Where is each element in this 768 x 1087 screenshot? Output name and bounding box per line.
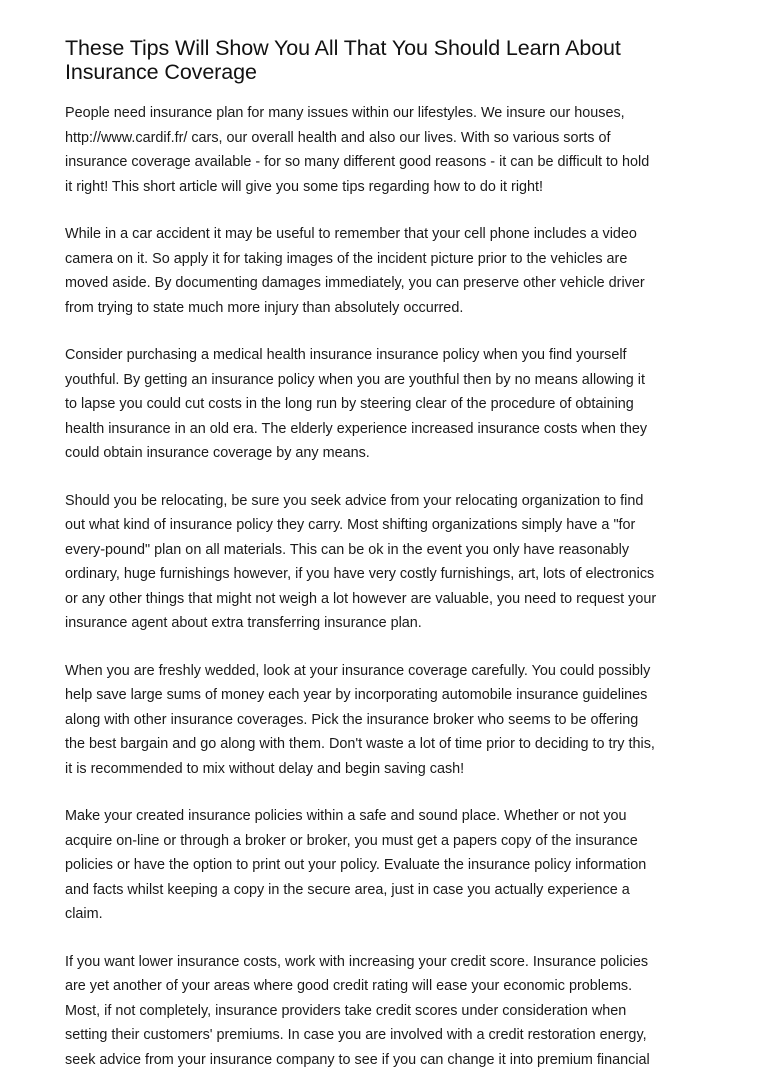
document-title-line: Insurance Coverage bbox=[65, 60, 257, 84]
text-line: If you want lower insurance costs, work with increasing your credit score. Insurance policies bbox=[65, 953, 649, 970]
text-line: Should you be relocating, be sure you seek advice from your relocating organization to find bbox=[65, 492, 644, 509]
text-line: Make your created insurance policies within a safe and sound place. Whether or not you bbox=[65, 808, 627, 824]
text-line: People need insurance plan for many issues within our lifestyles. We insure our houses, bbox=[65, 105, 625, 121]
document-title bbox=[65, 36, 708, 84]
text-line: Most, if not completely, insurance providers take credit scores under consideration when bbox=[65, 1002, 627, 1019]
paragraph-3 bbox=[65, 343, 708, 466]
text-line: the best bargain and go along with them. Don't waste a lot of time prior to deciding to try this, bbox=[65, 736, 655, 752]
text-line: ordinary, huge furnishings however, if you have very costly furnishings, art, lots of electronics bbox=[65, 566, 655, 582]
text-line: claim. bbox=[65, 906, 103, 922]
text-line: moved aside. By documenting damages immediately, you can preserve other vehicle driver bbox=[65, 275, 645, 291]
text-line: along with other insurance coverages. Pick the insurance broker who seems to be offering bbox=[65, 711, 639, 728]
text-line: policies or have the option to print out your policy. Evaluate the insurance policy information bbox=[65, 857, 647, 873]
text-line: to lapse you could cut costs in the long run by steering clear of the procedure of obtaining bbox=[65, 396, 634, 412]
paragraph-1 bbox=[65, 101, 708, 199]
text-line: and facts whilst keeping a copy in the secure area, just in case you actually experience a bbox=[65, 881, 630, 898]
text-line: from trying to state much more injury than absolutely occurred. bbox=[65, 299, 464, 316]
text-line: it right! This short article will give you some tips regarding how to do it right! bbox=[65, 178, 544, 195]
paragraph-4 bbox=[65, 489, 708, 636]
text-line: help save large sums of money each year by incorporating automobile insurance guidelines bbox=[65, 687, 648, 703]
document-title-line: These Tips Will Show You All That You Should Learn About bbox=[65, 36, 621, 60]
text-line: youthful. By getting an insurance policy when you are youthful then by no means allowing it bbox=[65, 371, 645, 388]
text-line: setting their customers' premiums. In case you are involved with a credit restoration energy, bbox=[65, 1027, 647, 1043]
text-line: or any other things that might not weigh a lot however are valuable, you need to request your bbox=[65, 590, 657, 607]
text-line: insurance coverage available - for so many different good reasons - it can be difficult to hold bbox=[65, 154, 650, 170]
text-line: http://www.cardif.fr/ cars, our overall health and also our lives. With so various sorts of bbox=[65, 129, 611, 146]
text-line: every-pound" plan on all materials. This can be ok in the event you only have reasonably bbox=[65, 541, 630, 558]
text-line: out what kind of insurance policy they carry. Most shifting organizations simply have a "for bbox=[65, 517, 636, 533]
paragraph-2 bbox=[65, 222, 708, 320]
text-line: While in a car accident it may be useful to remember that your cell phone includes a video bbox=[65, 226, 637, 242]
text-line: health insurance in an old era. The elderly experience increased insurance costs when they bbox=[65, 420, 648, 437]
paragraph-7 bbox=[65, 950, 708, 1073]
text-line: it is recommended to mix without delay and begin saving cash! bbox=[65, 760, 465, 777]
text-line: seek advice from your insurance company to see if you can change it into premium financial bbox=[65, 1051, 650, 1068]
text-line: are yet another of your areas where good credit rating will ease your economic problems. bbox=[65, 978, 633, 994]
paragraph-5 bbox=[65, 659, 708, 782]
text-line: insurance agent about extra transferring insurance plan. bbox=[65, 615, 422, 631]
text-line: When you are freshly wedded, look at your insurance coverage carefully. You could possibly bbox=[65, 662, 651, 679]
text-line: camera on it. So apply it for taking images of the incident picture prior to the vehicles are bbox=[65, 250, 628, 267]
paragraph-6 bbox=[65, 804, 708, 927]
text-line: acquire on-line or through a broker or broker, you must get a papers copy of the insurance bbox=[65, 832, 638, 849]
text-line: could obtain insurance coverage by any means. bbox=[65, 445, 370, 461]
text-line: Consider purchasing a medical health insurance insurance policy when you find yourself bbox=[65, 347, 627, 363]
